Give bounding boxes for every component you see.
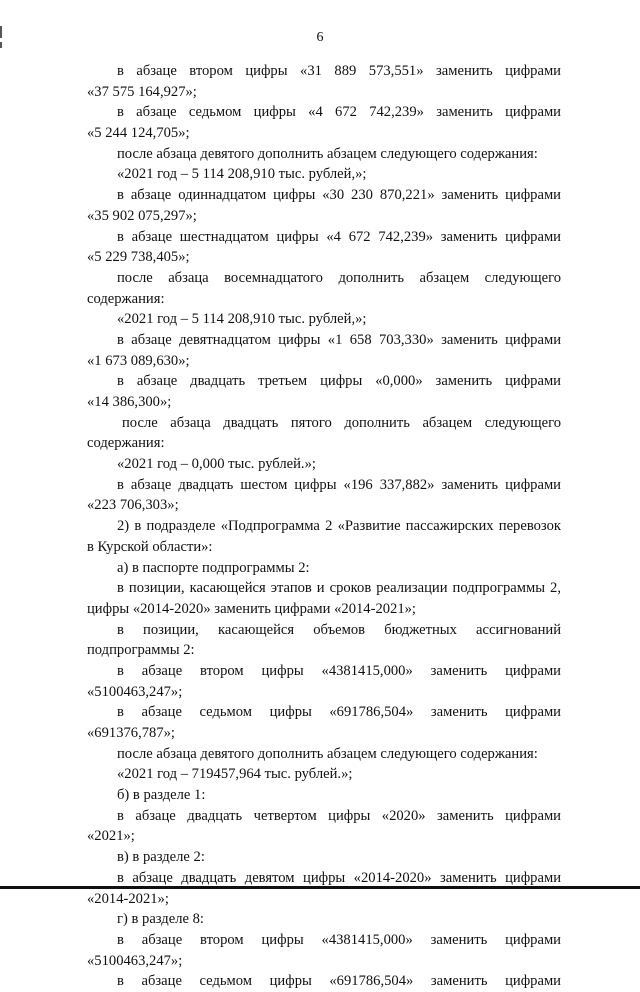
text-line: «5100463,247»; <box>87 952 183 969</box>
text-line: после абзаца восемнадцатого дополнить абзацем следующего <box>117 269 561 286</box>
text-line: в) в разделе 2: <box>117 849 205 866</box>
text-line: 2) в подразделе «Подпрограмма 2 «Развитие пассажирских перевозок <box>117 518 561 535</box>
text-line: «2021 год – 5 114 208,910 тыс. рублей,»; <box>117 166 367 183</box>
text-line: а) в паспорте подпрограммы 2: <box>117 559 310 576</box>
text-line: «2021 год – 5 114 208,910 тыс. рублей,»; <box>117 311 367 328</box>
text-line: содержания: <box>87 435 165 452</box>
text-line: «691376,787»; <box>87 725 175 741</box>
text-line: после абзаца двадцать пятого дополнить абзацем следующего <box>122 414 561 431</box>
text-line: «5 229 738,405»; <box>87 249 190 266</box>
text-line: в абзаце седьмом цифры «691786,504» заменить цифрами <box>117 704 561 721</box>
text-line: в абзаце девятнадцатом цифры «1 658 703,330» заменить цифрами <box>117 331 561 348</box>
text-line: после абзаца девятого дополнить абзацем следующего содержания: <box>117 145 538 162</box>
text-line: содержания: <box>87 290 165 307</box>
footer-rule <box>0 886 640 889</box>
text-line: в абзаце двадцать шестом цифры «196 337,882» заменить цифрами <box>117 476 561 493</box>
text-line: в абзаце шестнадцатом цифры «4 672 742,239» заменить цифрами <box>117 228 561 245</box>
document-body <box>87 61 561 992</box>
text-line: «2021»; <box>87 828 135 845</box>
text-line: «1 673 089,630»; <box>87 352 190 369</box>
text-line: в Курской области»: <box>87 538 213 555</box>
text-line: «5 244 124,705»; <box>87 125 190 142</box>
text-line: «37 575 164,927»; <box>87 83 197 100</box>
text-line: «14 386,300»; <box>87 394 172 410</box>
text-line: в абзаце двадцать четвертом цифры «2020» заменить цифрами <box>117 807 561 824</box>
text-line: в абзаце втором цифры «31 889 573,551» заменить цифрами <box>117 63 561 79</box>
text-line: б) в разделе 1: <box>117 787 206 804</box>
text-line: цифры «2014-2020» заменить цифрами «2014-2021»; <box>87 600 416 617</box>
text-line: в абзаце одиннадцатом цифры «30 230 870,221» заменить цифрами <box>117 187 561 204</box>
text-line: в абзаце седьмом цифры «691786,504» заменить цифрами <box>117 973 561 990</box>
text-line: «35 902 075,297»; <box>87 207 197 224</box>
text-line: в абзаце втором цифры «4381415,000» заменить цифрами <box>117 662 561 679</box>
text-line: г) в разделе 8: <box>117 911 204 928</box>
text-line: после абзаца девятого дополнить абзацем следующего содержания: <box>117 745 538 762</box>
text-line: в абзаце двадцать третьем цифры «0,000» заменить цифрами <box>117 373 561 390</box>
text-line: «5100463,247»; <box>87 683 183 700</box>
text-line: «2021 год – 719457,964 тыс. рублей.»; <box>117 766 353 783</box>
text-line: в абзаце втором цифры «4381415,000» заменить цифрами <box>117 931 561 948</box>
text-line: в абзаце двадцать девятом цифры «2014-2020» заменить цифрами <box>117 869 561 886</box>
text-line: в позиции, касающейся объемов бюджетных ассигнований <box>117 621 561 638</box>
text-line: «2014-2021»; <box>87 890 169 907</box>
text-line: «2021 год – 0,000 тыс. рублей.»; <box>117 456 316 473</box>
text-line: в абзаце седьмом цифры «4 672 742,239» заменить цифрами <box>117 104 561 121</box>
text-line: «223 706,303»; <box>87 497 179 514</box>
page-number: 6 <box>316 30 324 45</box>
text-line: подпрограммы 2: <box>87 642 195 659</box>
text-line: в позиции, касающейся этапов и сроков реализации подпрограммы 2, <box>117 580 561 597</box>
